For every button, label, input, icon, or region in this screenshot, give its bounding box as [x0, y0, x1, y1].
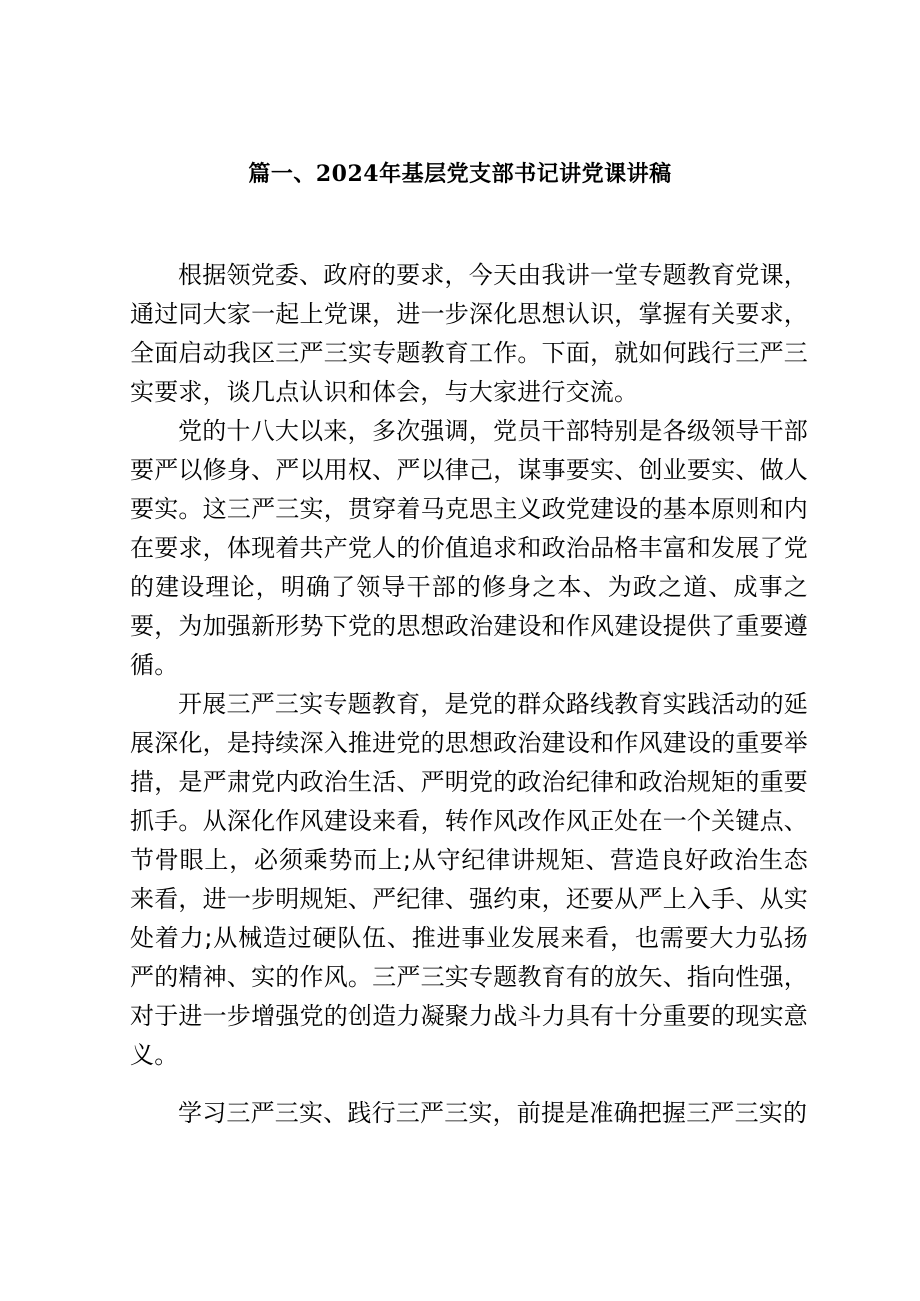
document-title: 篇一、2024年基层党支部书记讲党课讲稿	[248, 161, 672, 187]
paragraph-1: 根据领党委、政府的要求，今天由我讲一堂专题教育党课，通过同大家一起上党课，进一步深化思想认识，掌握有关要求，全面启动我区三严三实专题教育工作。下面，就如何践行三严三实要求，谈几点认识和体会，与大家进行交流。	[130, 261, 808, 406]
document-body	[130, 256, 808, 1133]
paragraph-3: 开展三严三实专题教育，是党的群众路线教育实践活动的延展深化，是持续深入推进党的思想政治建设和作风建设的重要举措，是严肃党内政治生活、严明党的政治纪律和政治规矩的重要抓手。从深化作风建设来看，转作风改作风正处在一个关键点、节骨眼上，必须乘势而上;从守纪律讲规矩、营造良好政治生态来看，进一步明规矩、严纪律、强约束，还要从严上入手、从实处着力;从械造过硬队伍、推进事业发展来看，也需要大力弘扬严的精神、实的作风。三严三实专题教育有的放矢、指向性强，对于进一步增强党的创造力凝聚力战斗力具有十分重要的现实意义。	[130, 690, 808, 1069]
paragraph-2: 党的十八大以来，多次强调，党员干部特别是各级领导干部要严以修身、严以用权、严以律己，谋事要实、创业要实、做人要实。这三严三实，贯穿着马克思主义政党建设的基本原则和内在要求，体现着共产党人的价值追求和政治品格丰富和发展了党的建设理论，明确了领导干部的修身之本、为政之道、成事之要，为加强新形势下党的思想政治建设和作风建设提供了重要遵循。	[130, 417, 808, 679]
paragraph-4: 学习三严三实、践行三严三实，前提是准确把握三严三实的	[178, 1099, 808, 1127]
